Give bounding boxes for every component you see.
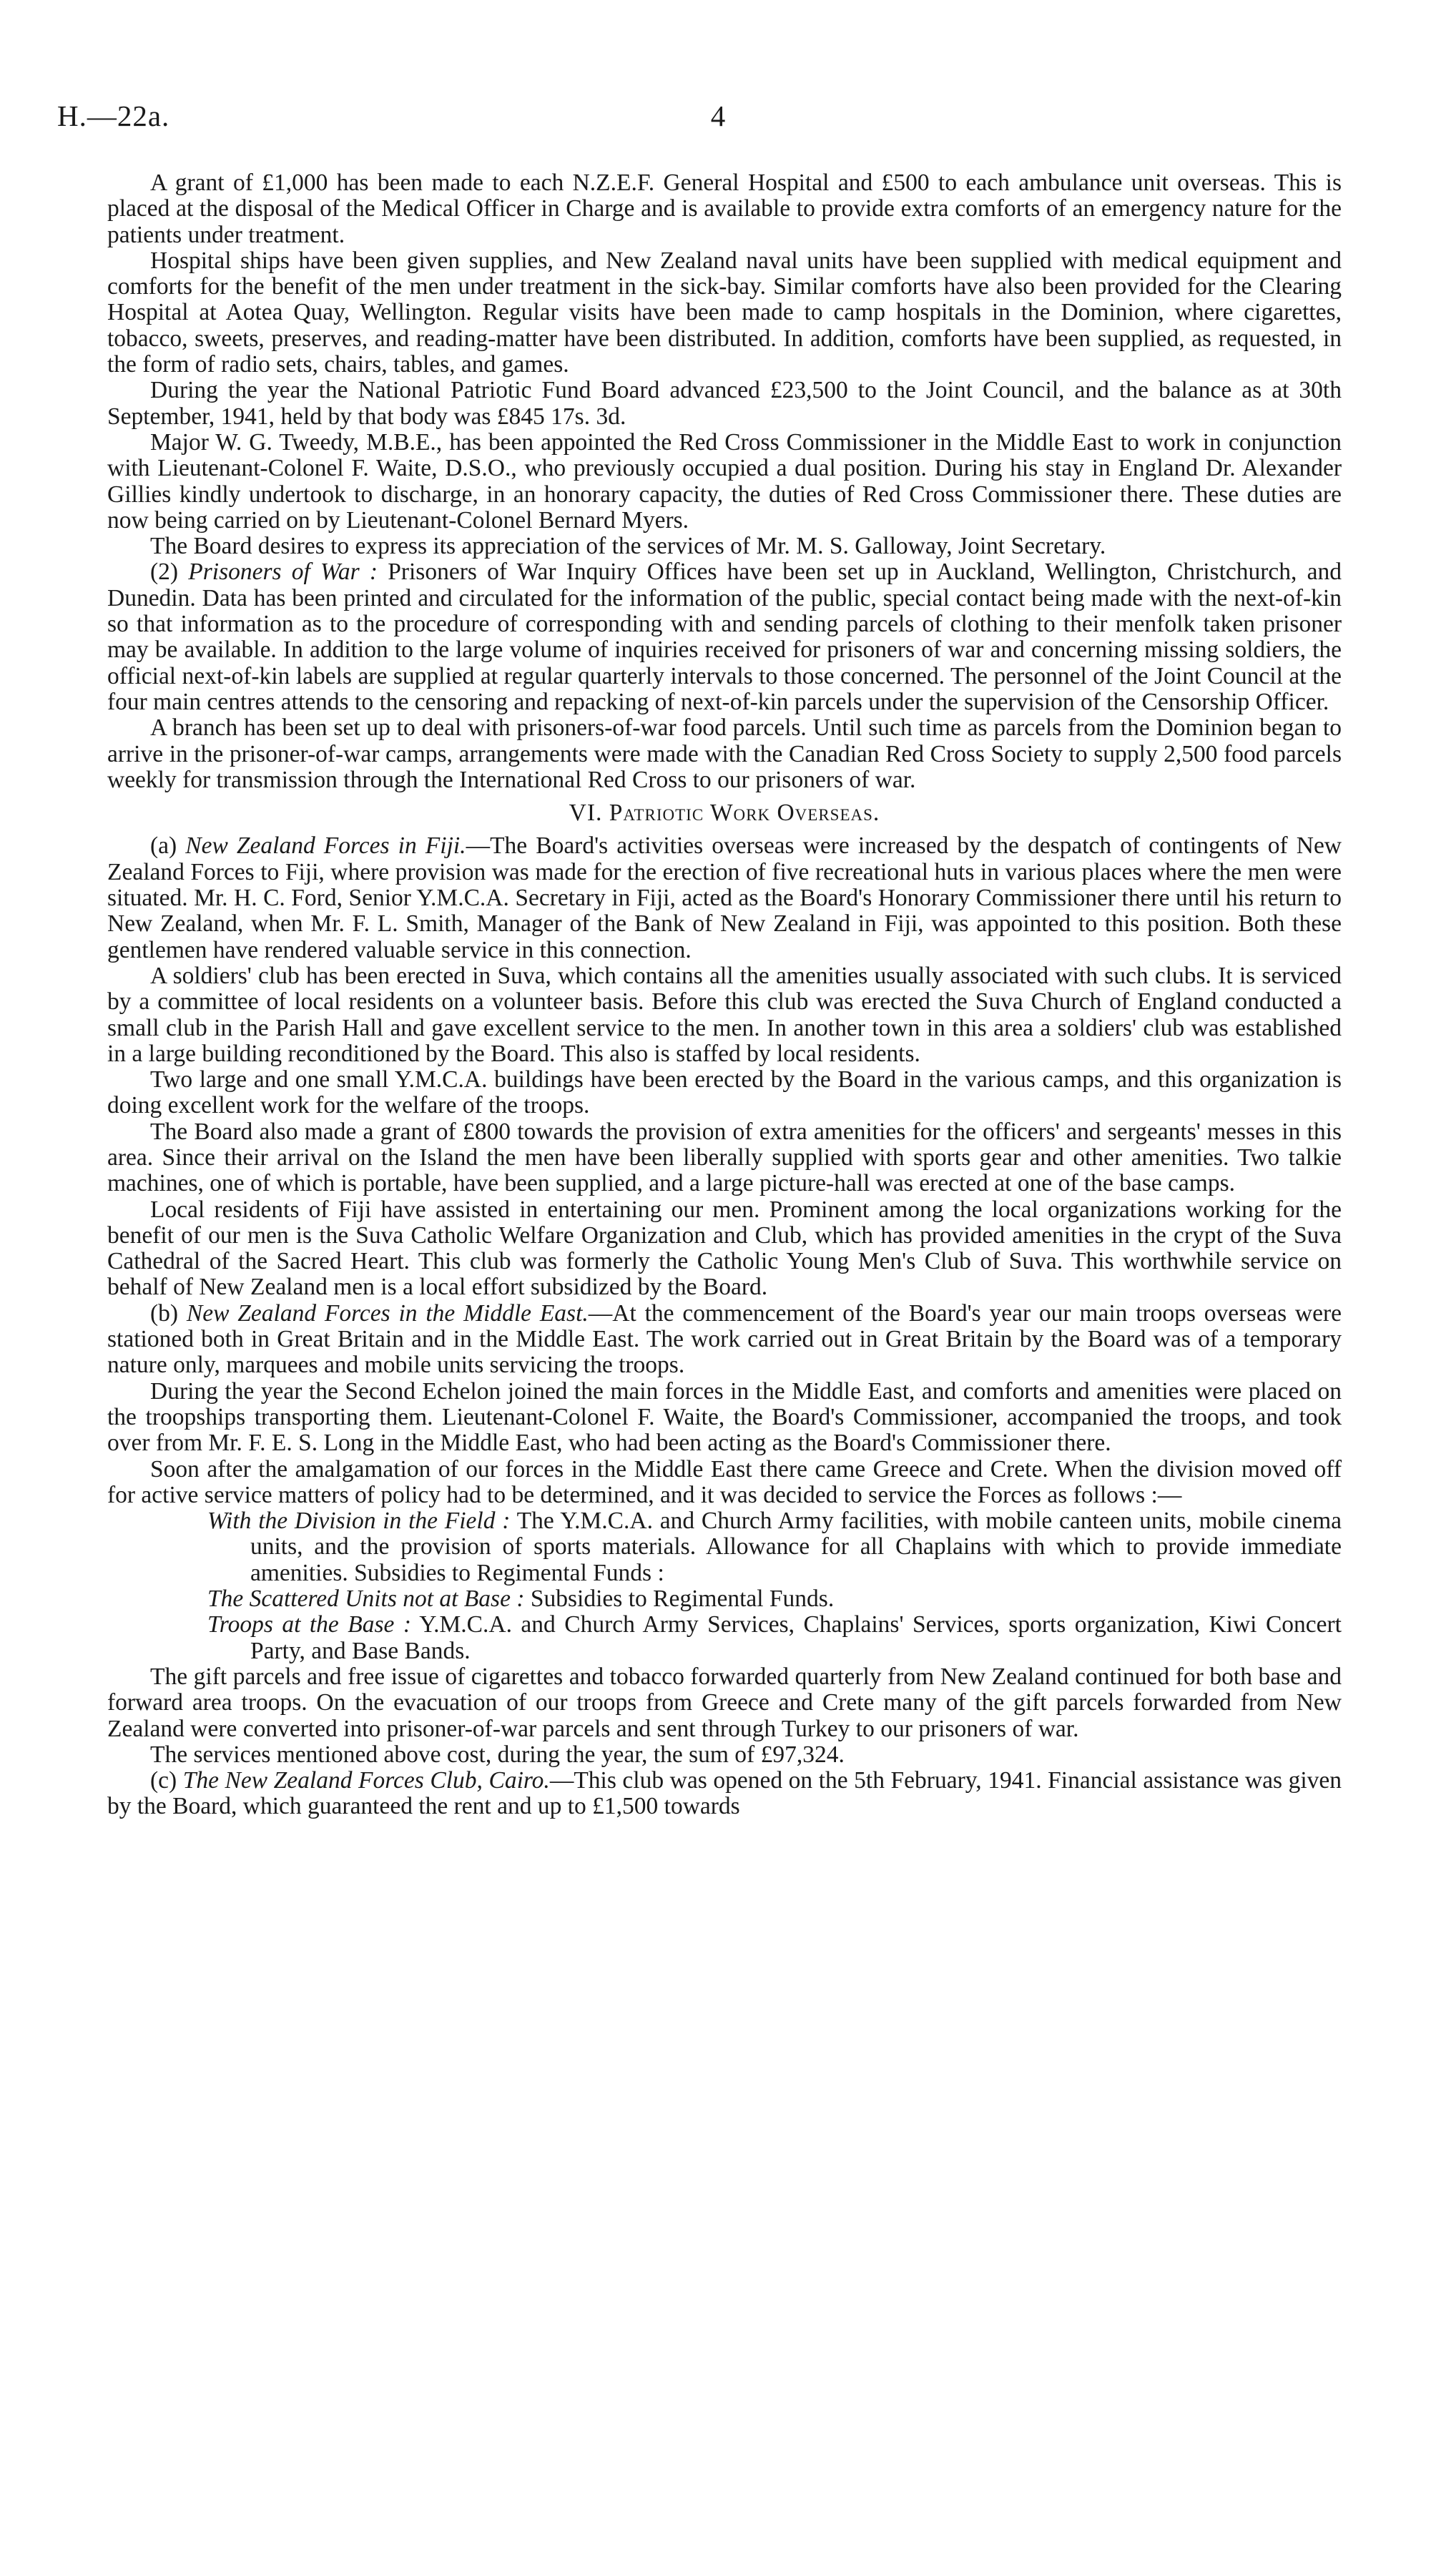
- paragraph-text: —The Board's activities overseas were increased by the despatch of contingents of New Zealand Forces to Fiji, where provision was made for the erection of five recreational huts in various places where the men were situated. Mr. H. C. Ford, Senior Y.M.C.A. Secretary in Fiji, acted as the Board's Honorary Commissioner there until his return to New Zealand, when Mr. F. L. Smith, Manager of the Bank of New Zealand in Fiji, was appointed to this position. Both these gentlemen have rendered valuable service in this connection.: [107, 832, 1342, 963]
- list-item-text: Y.M.C.A. and Church Army Services, Chaplains' Services, sports organization, Kiwi Concert Party, and Base Bands.: [250, 1611, 1342, 1664]
- list-item-text: The Y.M.C.A. and Church Army facilities, with mobile canteen units, mobile cinema units, and the provision of sports materials. Allowance for all Chaplains with which to provide immediate amenities. Subsidies to Regimental Funds :: [250, 1508, 1342, 1586]
- paragraph-local-residents: Local residents of Fiji have assisted in entertaining our men. Prominent among the local organizations working for the benefit of our men is the Suva Catholic Welfare Organization and Club, which has provided amenities in the crypt of the Suva Cathedral of the Sacred Heart. This club was formerly the Catholic Young Men's Club of Suva. This worthwhile service on behalf of New Zealand men is a local effort subsidized by the Board.: [107, 1196, 1342, 1301]
- document-reference: H.—22a.: [57, 99, 170, 132]
- page-number: 4: [710, 99, 726, 132]
- paragraph-forces-club: [107, 1768, 1342, 1820]
- paragraph-commissioner: Major W. G. Tweedy, M.B.E., has been appointed the Red Cross Commissioner in the Middle East to work in conjunction with Lieutenant-Colonel F. Waite, D.S.O., who previously occupied a dual position. During his stay in England Dr. Alexander Gillies kindly undertook to discharge, in an honorary capacity, the duties of Red Cross Commissioner there. These duties are now being carried on by Lieutenant-Colonel Bernard Myers.: [107, 428, 1342, 534]
- item-letter: (b): [150, 1299, 179, 1327]
- paragraph-text: —This club was opened on the 5th February, 1941. Financial assistance was given by the Board, which guaranteed the rent and up to £1,500 towards: [107, 1767, 1342, 1820]
- paragraph-prisoners-of-war: [107, 559, 1342, 715]
- section-heading: VI. Patriotic Work Overseas.: [569, 800, 880, 827]
- subsection-title: New Zealand Forces in the Middle East.: [186, 1299, 589, 1327]
- paragraph-second-echelon: During the year the Second Echelon joined the main forces in the Middle East, and comforts and amenities were placed on the troopships transporting them. Lieutenant-Colonel F. Waite, the Board's Commissioner, accompanied the troops, and took over from Mr. F. E. S. Long in the Middle East, who had been acting as the Board's Commissioner there.: [107, 1377, 1342, 1457]
- list-item: [107, 1586, 1342, 1612]
- paragraph-text: Prisoners of War Inquiry Offices have been set up in Auckland, Wellington, Christchurch, and Dunedin. Data has been printed and circulated for the information of the public, special contact being made with the next-of-kin so that information as to the procedure of corresponding with and sending parcels of clothing to their menfolk taken prisoner may be available. In addition to the large volume of inquiries received for prisoners of war and concerning missing soldiers, the official next-of-kin labels are supplied at regular quarterly intervals to those concerned. The personnel of the Joint Council at the four main centres attends to the censoring and repacking of next-of-kin parcels under the supervision of the Censorship Officer.: [107, 559, 1342, 715]
- item-number: (2): [150, 559, 179, 586]
- paragraph-suva-club: A soldiers' club has been erected in Suva, which contains all the amenities usually associated with such clubs. It is serviced by a committee of local residents on a volunteer basis. Before this club was erected the Suva Church of England conducted a small club in the Parish Hall and gave excellent service to the men. In another town in this area a soldiers' club was established in a large building reconditioned by the Board. This also is staffed by local residents.: [107, 962, 1342, 1067]
- paragraph-grants: A grant of £1,000 has been made to each N.Z.E.F. General Hospital and £500 to each ambulance unit overseas. This is placed at the disposal of the Medical Officer in Charge and is available to provide extra comforts of an emergency nature for the patients under treatment.: [107, 169, 1342, 248]
- paragraph-text: —At the commencement of the Board's year our main troops overseas were stationed both in Great Britain and in the Middle East. The work carried out in Great Britain by the Board was of a temporary nature only, marquees and mobile units servicing the troops.: [107, 1299, 1342, 1379]
- paragraph-greece-crete: Soon after the amalgamation of our forces in the Middle East there came Greece and Crete. When the division moved off for active service matters of policy had to be determined, and it was decided to service the Forces as follows :—: [107, 1455, 1342, 1508]
- list-item-title: The Scattered Units not at Base :: [207, 1586, 525, 1613]
- paragraph-ymca-buildings: Two large and one small Y.M.C.A. buildings have been erected by the Board in the various camps, and this organization is doing excellent work for the welfare of the troops.: [107, 1066, 1342, 1119]
- paragraph-gift-parcels: The gift parcels and free issue of cigarettes and tobacco forwarded quarterly from New Zealand continued for both base and forward area troops. On the evacuation of our troops from Greece and Crete many of the gift parcels forwarded from New Zealand were converted into prisoner-of-war parcels and sent through Turkey to our prisoners of war.: [107, 1663, 1342, 1742]
- document-body: [107, 170, 1342, 1820]
- paragraph-fiji: [107, 833, 1342, 963]
- list-item: [107, 1612, 1342, 1664]
- list-item: [107, 1508, 1342, 1586]
- paragraph-fund-advance: During the year the National Patriotic Fund Board advanced £23,500 to the Joint Council, and the balance as at 30th September, 1941, held by that body was £845 17s. 3d.: [107, 377, 1342, 430]
- item-letter: (a): [150, 832, 177, 860]
- paragraph-appreciation: The Board desires to express its appreciation of the services of Mr. M. S. Galloway, Joint Secretary.: [150, 533, 1106, 560]
- paragraph-services-cost: The services mentioned above cost, during the year, the sum of £97,324.: [150, 1741, 845, 1768]
- section-title: Prisoners of War :: [188, 559, 378, 586]
- paragraph-food-parcels: A branch has been set up to deal with prisoners-of-war food parcels. Until such time as parcels from the Dominion began to arrive in the prisoner-of-war camps, arrangements were made with the Canadian Red Cross Society to supply 2,500 food parcels weekly for transmission through the International Red Cross to our prisoners of war.: [107, 714, 1342, 793]
- service-list: [107, 1508, 1342, 1664]
- list-item-title: With the Division in the Field :: [207, 1508, 511, 1535]
- subsection-title: The New Zealand Forces Club, Cairo.: [182, 1767, 550, 1794]
- page-header: [57, 99, 1379, 142]
- paragraph-hospital-ships: Hospital ships have been given supplies, and New Zealand naval units have been supplied with medical equipment and comforts for the benefit of the men under treatment in the sick-bay. Similar comforts have also been provided for the Clearing Hospital at Aotea Quay, Wellington. Regular visits have been made to camp hospitals in the Dominion, where cigarettes, tobacco, sweets, preserves, and reading-matter have been distributed. In addition, comforts have been supplied, as requested, in the form of radio sets, chairs, tables, and games.: [107, 247, 1342, 378]
- subsection-title: New Zealand Forces in Fiji.: [185, 832, 466, 860]
- paragraph-middle-east: [107, 1301, 1342, 1379]
- list-item-text: Subsidies to Regimental Funds.: [530, 1586, 835, 1613]
- paragraph-messes-grant: The Board also made a grant of £800 towards the provision of extra amenities for the officers' and sergeants' messes in this area. Since their arrival on the Island the men have been liberally supplied with sports gear and other amenities. Two talkie machines, one of which is portable, have been supplied, and a large picture-hall was erected at one of the base camps.: [107, 1118, 1342, 1197]
- list-item-title: Troops at the Base :: [207, 1611, 412, 1638]
- item-letter: (c): [150, 1767, 177, 1794]
